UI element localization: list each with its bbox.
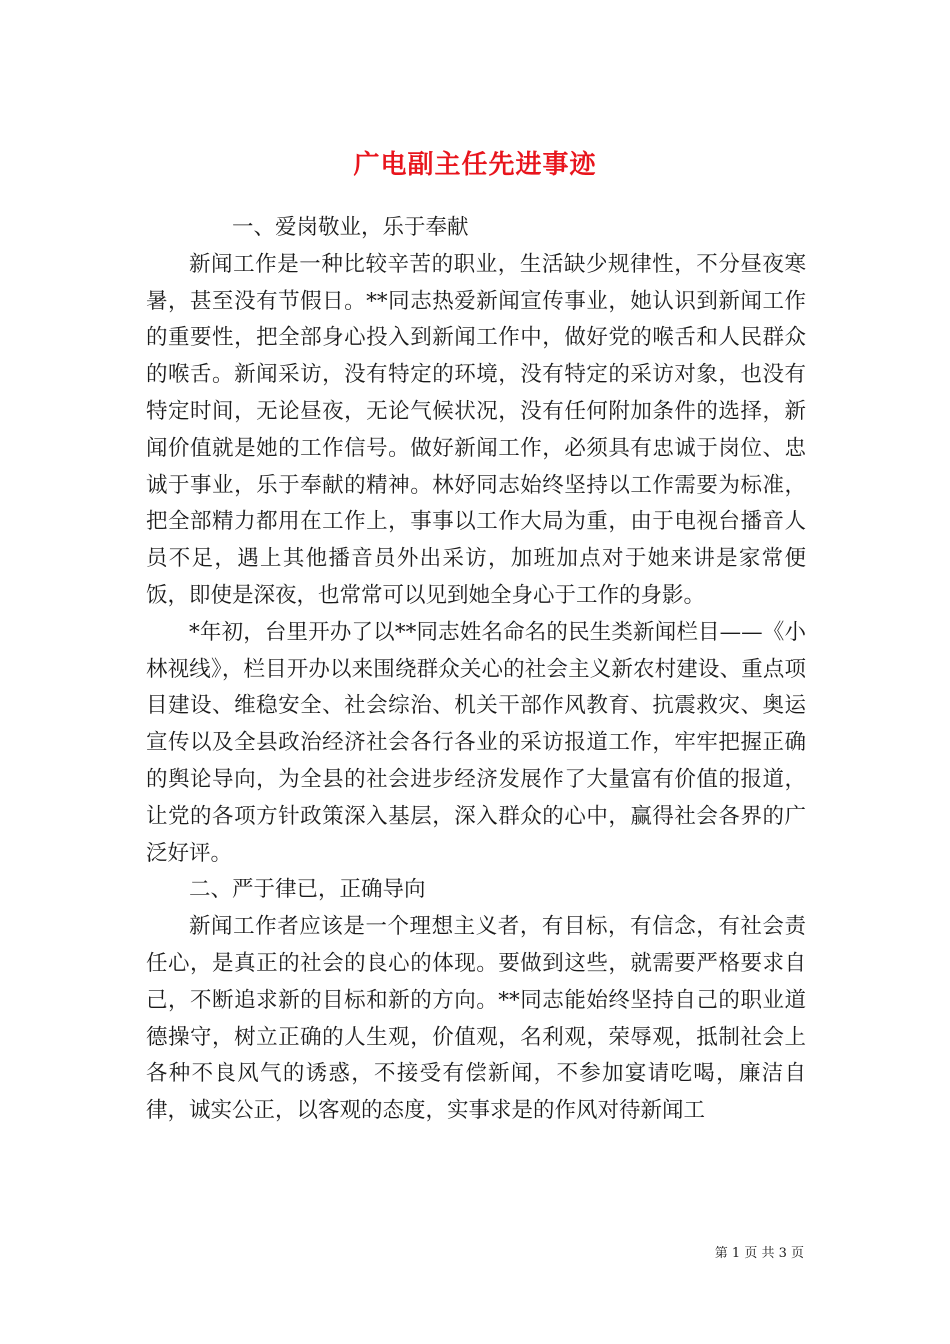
page-footer: 第 1 页 共 3 页 <box>714 1246 804 1261</box>
paragraph-3: 新闻工作者应该是一个理想主义者，有目标，有信念，有社会责任心，是真正的社会的良心的体现。要做到这些，就需要严格要求自己，不断追求新的目标和新的方向。**同志能始终坚持自己的职业道德操守，树立正确的人生观，价值观，名利观，荣辱观，抵制社会上各种不良风气的诱惑，不接受有偿新闻，不参加宴请吃喝，廉洁自律，诚实公正，以客观的态度，实事求是的作风对待新闻工 <box>146 914 806 1124</box>
paragraph-1: 新闻工作是一种比较辛苦的职业，生活缺少规律性，不分昼夜寒暑，甚至没有节假日。**同志热爱新闻宣传事业，她认识到新闻工作的重要性，把全部身心投入到新闻工作中，做好党的喉舌和人民群众的喉舌。新闻采访，没有特定的环境，没有特定的采访对象，也没有特定时间，无论昼夜，无论气候状况，没有任何附加条件的选择，新闻价值就是她的工作信号。做好新闻工作，必须具有忠诚于岗位、忠诚于事业，乐于奉献的精神。林妤同志始终坚持以工作需要为标准，把全部精力都用在工作上，事事以工作大局为重，由于电视台播音人员不足，遇上其他播音员外出采访，加班加点对于她来讲是家常便饭，即使是深夜，也常常可以见到她全身心于工作的身影。 <box>146 251 806 608</box>
document-body <box>146 210 806 1130</box>
section-heading-1: 一、爱岗敬业，乐于奉献 <box>232 215 469 240</box>
paragraph-2: *年初，台里开办了以**同志姓名命名的民生类新闻栏目——《小林视线》，栏目开办以来围绕群众关心的社会主义新农村建设、重点项目建设、维稳安全、社会综治、机关干部作风教育、抗震救灾、奥运宣传以及全县政治经济社会各行各业的采访报道工作，牢牢把握正确的舆论导向，为全县的社会进步经济发展作了大量富有价值的报道，让党的各项方针政策深入基层，深入群众的心中，赢得社会各界的广泛好评。 <box>146 619 806 866</box>
page-title: 广电副主任先进事迹 <box>353 150 597 181</box>
section-heading-2: 二、严于律已，正确导向 <box>189 877 426 903</box>
